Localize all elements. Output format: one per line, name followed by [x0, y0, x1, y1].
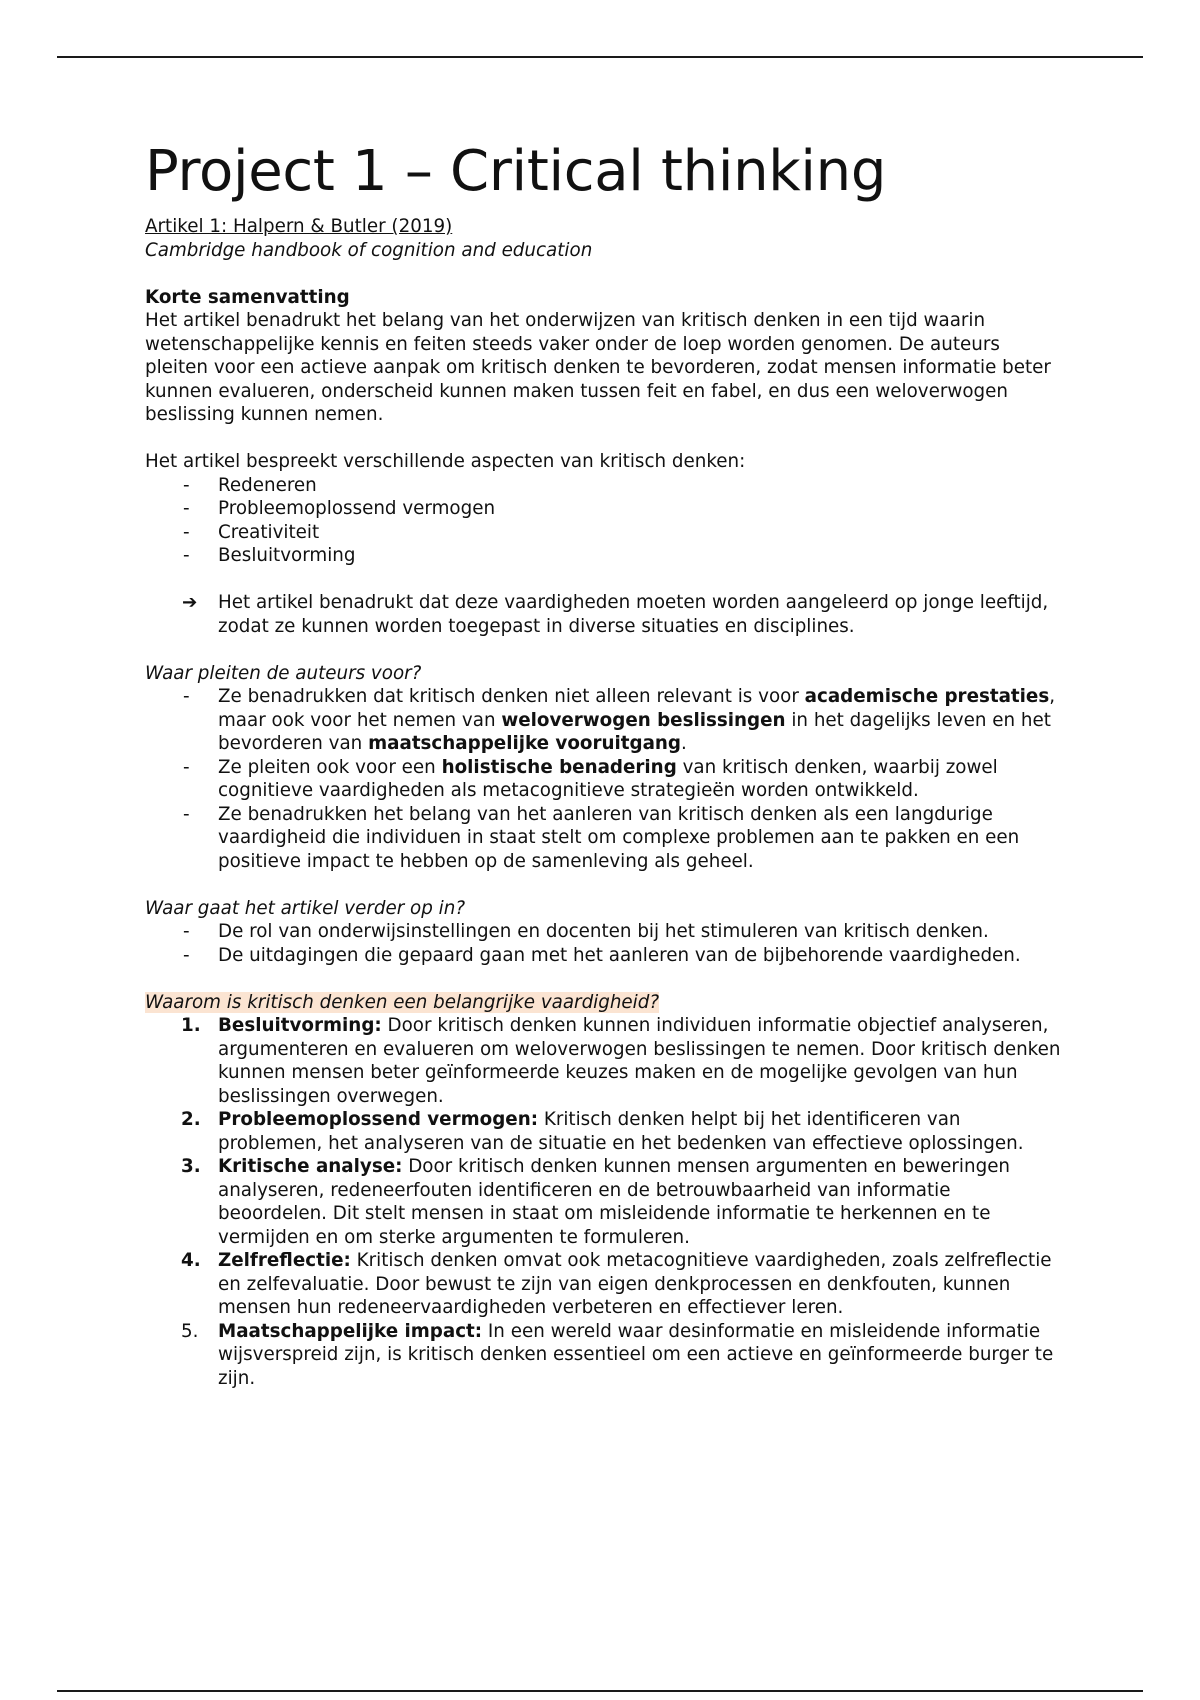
journal-name: Cambridge handbook of cognition and education: [145, 239, 593, 261]
aspects-intro: Het artikel bespreekt verschillende aspecten van kritisch denken:: [145, 451, 746, 472]
plead-question: Waar pleiten de auteurs voor?: [145, 662, 422, 684]
document-body: [145, 140, 1065, 1390]
list-item: - Redeneren: [145, 474, 1065, 498]
list-item: 4. Zelfreflectie: Kritisch denken omvat ook metacognitieve vaardigheden, zoals zelfreflectie en zelfevaluatie. Door bewust te zijn van eigen denkprocessen en denkfouten, kunnen mensen hun redeneervaardigheden verbeteren en effectiever leren.: [181, 1250, 1052, 1318]
summary-heading: Korte samenvatting: [145, 286, 350, 308]
list-item: - Besluitvorming: [145, 544, 1065, 568]
list-item: - De uitdagingen die gepaard gaan met het aanleren van de bijbehorende vaardigheden.: [145, 944, 1065, 968]
list-item: - De rol van onderwijsinstellingen en docenten bij het stimuleren van kritisch denken.: [145, 920, 1065, 944]
aspects-list: [145, 474, 1065, 568]
list-item: 5. Maatschappelijke impact: In een wereld waar desinformatie en misleidende informatie wijsverspreid zijn, is kritisch denken essentieel om een actieve en geïnformeerde burger te zijn.: [181, 1320, 1054, 1389]
list-item: - Ze pleiten ook voor een holistische benadering van kritisch denken, waarbij zowel cognitieve vaardigheden als metacognitieve strategieën worden ontwikkeld.: [145, 756, 1065, 803]
arrow-right-icon: ➔: [182, 592, 198, 613]
highlighted-question: Waarom is kritisch denken een belangrijke vaardigheid?: [145, 991, 660, 1013]
list-item: - Ze benadrukken dat kritisch denken niet alleen relevant is voor academische prestaties, maar ook voor het nemen van weloverwogen beslissingen in het dagelijks leven en het bevorderen van maatschappelijke vooruitgang.: [145, 685, 1065, 756]
source-citation: Artikel 1: Halpern & Butler (2019): [145, 216, 453, 237]
list-item: - Creativiteit: [145, 521, 1065, 545]
list-item: 1. Besluitvorming: Door kritisch denken kunnen individuen informatie objectief analyseren, argumenteren en evalueren om weloverwogen beslissingen te nemen. Door kritisch denken kunnen mensen beter geïnformeerde keuzes maken en de mogelijke gevolgen van hun beslissingen overwegen.: [181, 1015, 1061, 1107]
plead-list: [145, 685, 1065, 873]
page-title: Project 1 – Critical thinking: [145, 139, 887, 204]
further-question: Waar gaat het artikel verder op in?: [145, 897, 466, 919]
list-item: 3. Kritische analyse: Door kritisch denken kunnen mensen argumenten en beweringen analyseren, redeneerfouten identificeren en de betrouwbaarheid van informatie beoordelen. Dit stelt mensen in staat om misleidende informatie te herkennen en te vermijden en om sterke argumenten te formuleren.: [181, 1156, 1011, 1248]
list-item: - Ze benadrukken het belang van het aanleren van kritisch denken als een langdurige vaardigheid die individuen in staat stelt om complexe problemen aan te pakken en een positieve impact te hebben op de samenleving als geheel.: [145, 803, 1065, 874]
arrow-item: ➔ Het artikel benadrukt dat deze vaardigheden moeten worden aangeleerd op jonge leeftijd, zodat ze kunnen worden toegepast in diverse situaties en disciplines.: [182, 592, 1049, 637]
bottom-rule: [57, 1690, 1143, 1692]
list-item: - Probleemoplossend vermogen: [145, 497, 1065, 521]
why-list: [145, 1014, 1065, 1390]
why-question: [145, 991, 1065, 1015]
summary-text: Het artikel benadrukt het belang van het onderwijzen van kritisch denken in een tijd waarin wetenschappelijke kennis en feiten steeds vaker onder de loep worden genomen. De auteurs pleiten voor een actieve aanpak om kritisch denken te bevorderen, zodat mensen informatie beter kunnen evalueren, onderscheid kunnen maken tussen feit en fabel, en dus een weloverwogen beslissing kunnen nemen.: [145, 310, 1051, 425]
list-item: 2. Probleemoplossend vermogen: Kritisch denken helpt bij het identificeren van problemen, het analyseren van de situatie en het bedenken van effectieve oplossingen.: [181, 1109, 1024, 1154]
further-list: [145, 920, 1065, 967]
top-rule: [57, 56, 1143, 58]
arrow-note: [145, 591, 1065, 638]
